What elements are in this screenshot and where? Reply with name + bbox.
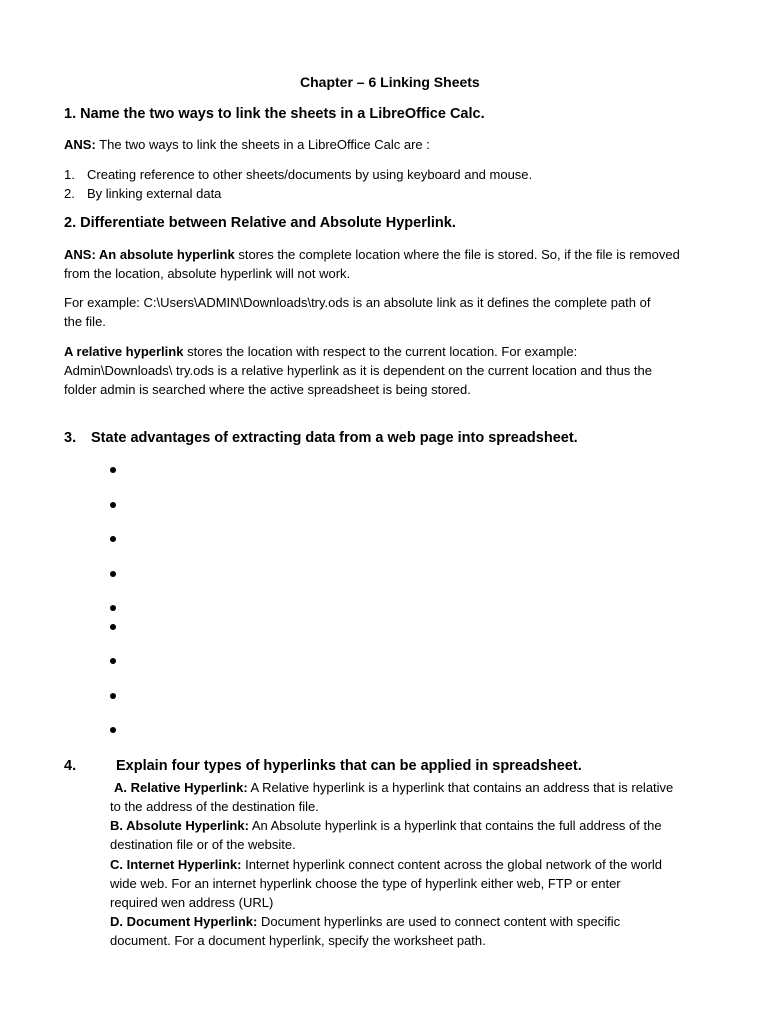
hyperlink-type-label: B. Absolute Hyperlink: (110, 818, 249, 833)
question-1-heading: 1. Name the two ways to link the sheets in a LibreOffice Calc. (64, 106, 485, 122)
list-item-text: By linking external data (87, 186, 222, 201)
question-3-number: 3. (64, 430, 77, 446)
example-line: the file. (64, 314, 106, 329)
relative-hyperlink-line: folder admin is searched where the active spreadsheet is being stored. (64, 382, 471, 397)
hyperlink-type-label: A. Relative Hyperlink: (114, 780, 248, 795)
hyperlink-type-c (110, 855, 662, 874)
empty-bullet (110, 571, 116, 577)
example-line: For example: C:\Users\ADMIN\Downloads\try.ods is an absolute link as it defines the complete path of (64, 295, 651, 310)
question-4-number: 4. (64, 758, 77, 774)
hyperlink-type-label: D. Document Hyperlink: (110, 914, 258, 929)
empty-bullet (110, 605, 116, 611)
relative-hyperlink-line: Admin\Downloads\ try.ods is a relative hyperlink as it is dependent on the current location and thus the (64, 363, 652, 378)
hyperlink-type-text: A Relative hyperlink is a hyperlink that contains an address that is relative (247, 780, 674, 795)
empty-bullet (110, 467, 116, 473)
empty-bullet (110, 536, 116, 542)
hyperlink-type-line: to the address of the destination file. (110, 799, 319, 814)
answer-label: ANS: (64, 137, 96, 152)
question-2-heading: 2. Differentiate between Relative and Absolute Hyperlink. (64, 215, 456, 231)
hyperlink-type-line: wide web. For an internet hyperlink choose the type of hyperlink either web, FTP or enter (110, 876, 621, 891)
relative-hyperlink-line (64, 342, 577, 361)
empty-bullet (110, 727, 116, 733)
list-item-number: 2. (64, 186, 75, 201)
hyperlink-type-line: document. For a document hyperlink, specify the worksheet path. (110, 933, 486, 948)
relative-hyperlink-label: A relative hyperlink (64, 344, 184, 359)
empty-bullet (110, 693, 116, 699)
hyperlink-type-text: Document hyperlinks are used to connect content with specific (257, 914, 621, 929)
hyperlink-type-line: required wen address (URL) (110, 895, 274, 910)
hyperlink-type-text: Internet hyperlink connect content across the global network of the world (241, 857, 663, 872)
question-2-answer-line: from the location, absolute hyperlink will not work. (64, 266, 351, 281)
empty-bullet (110, 502, 116, 508)
hyperlink-type-d (110, 912, 620, 931)
hyperlink-type-a (114, 778, 673, 797)
question-3-heading: State advantages of extracting data from a web page into spreadsheet. (91, 430, 578, 446)
answer-label: ANS: An absolute hyperlink (64, 247, 235, 262)
list-item-number: 1. (64, 167, 75, 182)
relative-hyperlink-text: stores the location with respect to the current location. For example: (183, 344, 578, 359)
answer-text: The two ways to link the sheets in a LibreOffice Calc are : (95, 137, 430, 152)
hyperlink-type-line: destination file or of the website. (110, 837, 296, 852)
hyperlink-type-text: An Absolute hyperlink is a hyperlink that contains the full address of the (248, 818, 662, 833)
page-title: Chapter – 6 Linking Sheets (300, 74, 480, 90)
question-1-answer (64, 135, 430, 154)
list-item-text: Creating reference to other sheets/documents by using keyboard and mouse. (87, 167, 533, 182)
empty-bullet (110, 658, 116, 664)
answer-text: stores the complete location where the file is stored. So, if the file is removed (234, 247, 680, 262)
hyperlink-type-label: C. Internet Hyperlink: (110, 857, 242, 872)
question-2-answer-line (64, 245, 680, 264)
empty-bullet (110, 624, 116, 630)
question-4-heading: Explain four types of hyperlinks that can be applied in spreadsheet. (116, 758, 582, 774)
hyperlink-type-b (110, 816, 662, 835)
